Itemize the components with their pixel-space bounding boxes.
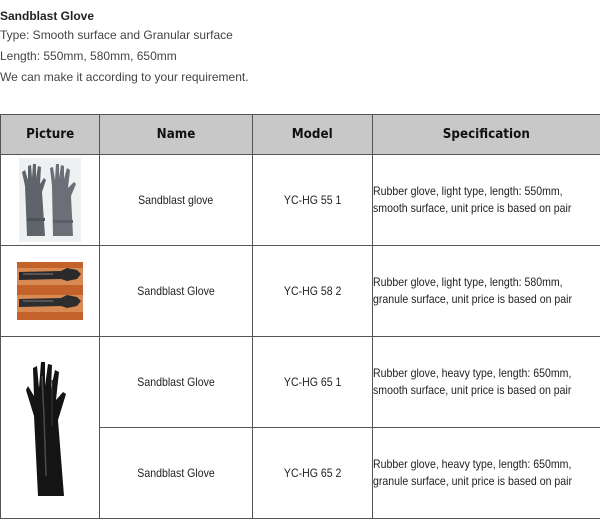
- customization-note: We can make it according to your requirement.: [0, 70, 249, 84]
- model-cell: YC-HG 55 1: [253, 155, 373, 246]
- black-long-glove-image: [18, 356, 82, 500]
- type-description: Type: Smooth surface and Granular surface: [0, 28, 233, 42]
- model-cell: YC-HG 58 2: [253, 246, 373, 337]
- picture-cell: [1, 337, 100, 519]
- header-specification: Specification: [373, 115, 600, 155]
- picture-cell: [1, 246, 100, 337]
- name-cell: Sandblast Glove: [100, 337, 253, 428]
- header-picture: Picture: [1, 115, 100, 155]
- name-cell: Sandblast Glove: [100, 246, 253, 337]
- specification-cell: Rubber glove, light type, length: 550mm, smooth surface, unit price is based on pair: [373, 155, 600, 246]
- product-title: Sandblast Glove: [0, 9, 95, 23]
- horizontal-glove-pair-image: [17, 262, 83, 320]
- model-cell: YC-HG 65 1: [253, 337, 373, 428]
- specification-cell: Rubber glove, heavy type, length: 650mm, granule surface, unit price is based on pair: [373, 428, 600, 519]
- model-cell: YC-HG 65 2: [253, 428, 373, 519]
- header-model: Model: [253, 115, 373, 155]
- name-cell: Sandblast Glove: [100, 428, 253, 519]
- specification-cell: Rubber glove, light type, length: 580mm, granule surface, unit price is based on pair: [373, 246, 600, 337]
- specification-cell: Rubber glove, heavy type, length: 650mm, smooth surface, unit price is based on pair: [373, 337, 600, 428]
- grey-glove-pair-image: [19, 158, 81, 242]
- table-row: [1, 155, 600, 246]
- length-description: Length: 550mm, 580mm, 650mm: [0, 49, 177, 63]
- table-header-row: [1, 115, 600, 155]
- name-cell: Sandblast glove: [100, 155, 253, 246]
- table-row: [1, 246, 600, 337]
- product-intro: [0, 8, 600, 90]
- product-spec-table: [0, 114, 600, 519]
- table-row: [1, 337, 600, 428]
- header-name: Name: [100, 115, 253, 155]
- picture-cell: [1, 155, 100, 246]
